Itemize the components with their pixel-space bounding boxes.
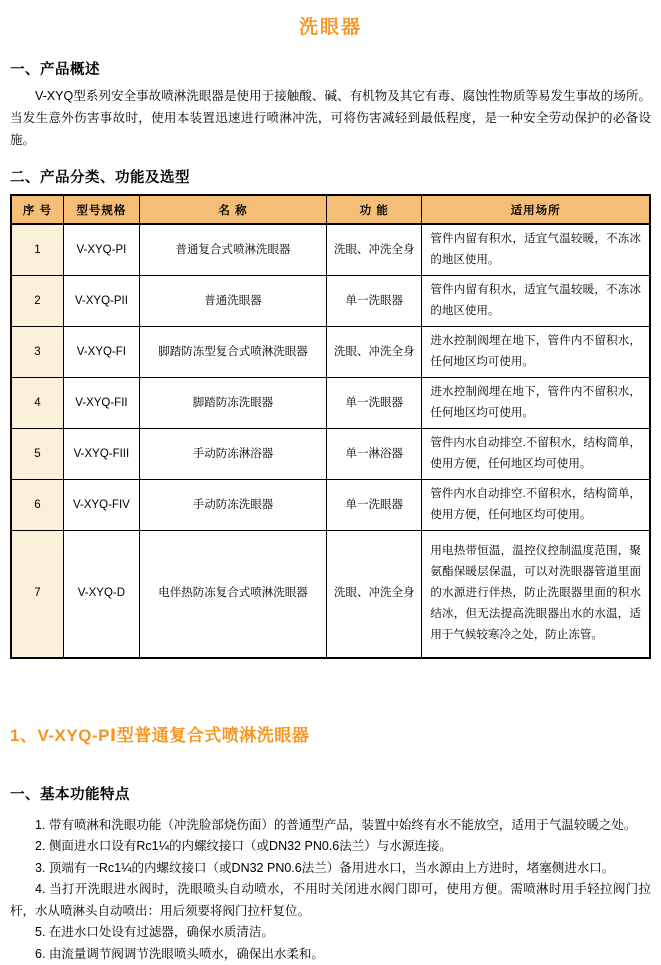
cell-function: 单一洗眼器 — [327, 480, 422, 531]
cell-name: 普通复合式喷淋洗眼器 — [139, 224, 326, 276]
cell-name: 普通洗眼器 — [139, 276, 326, 327]
column-header-no: 序 号 — [11, 195, 63, 224]
cell-place: 进水控制阀埋在地下，管件内不留积水，任何地区均可使用。 — [422, 378, 650, 429]
cell-model: V-XYQ-D — [63, 531, 139, 658]
cell-model: V-XYQ-FII — [63, 378, 139, 429]
column-header-function: 功 能 — [327, 195, 422, 224]
features-heading: 一、基本功能特点 — [10, 783, 651, 804]
cell-no: 6 — [11, 480, 63, 531]
table-header-row — [11, 195, 650, 224]
table-row — [11, 378, 650, 429]
table-row — [11, 224, 650, 276]
page-title: 洗眼器 — [10, 0, 651, 39]
feature-item: 2. 侧面进水口设有Rc1¼的内螺纹接口（或DN32 PN0.6法兰）与水源连接。 — [10, 836, 651, 858]
cell-model: V-XYQ-FIV — [63, 480, 139, 531]
cell-no: 1 — [11, 224, 63, 276]
cell-function: 单一洗眼器 — [327, 276, 422, 327]
classification-heading: 二、产品分类、功能及选型 — [10, 166, 651, 187]
feature-item: 6. 由流量调节阀调节洗眼喷头喷水，确保出水柔和。 — [10, 944, 651, 965]
overview-heading: 一、产品概述 — [10, 58, 651, 79]
cell-function: 单一洗眼器 — [327, 378, 422, 429]
cell-no: 7 — [11, 531, 63, 658]
cell-model: V-XYQ-FI — [63, 327, 139, 378]
table-row — [11, 480, 650, 531]
table-row — [11, 531, 650, 658]
cell-model: V-XYQ-PII — [63, 276, 139, 327]
feature-item: 5. 在进水口处设有过滤器，确保水质清洁。 — [10, 922, 651, 944]
cell-no: 3 — [11, 327, 63, 378]
cell-function: 洗眼、冲洗全身 — [327, 531, 422, 658]
cell-place: 管件内水自动排空.不留积水，结构简单，使用方便，任何地区均可使用。 — [422, 480, 650, 531]
feature-item: 4. 当打开洗眼进水阀时，洗眼喷头自动喷水，不用时关闭进水阀门即可，使用方便。需喷淋时用手轻拉阀门拉杆，水从喷淋头自动喷出：用后须要将阀门拉杆复位。 — [10, 879, 651, 922]
cell-place: 管件内水自动排空.不留积水，结构简单，使用方便，任何地区均可使用。 — [422, 429, 650, 480]
overview-paragraph: V-XYQ型系列安全事故喷淋洗眼器是使用于接触酸、碱、有机物及其它有毒、腐蚀性物质等易发生事故的场所。当发生意外伤害事故时，使用本装置迅速进行喷淋冲洗，可将伤害减轻到最低程度，是一种安全劳动保护的必备设施。 — [10, 85, 651, 151]
cell-place: 进水控制阀埋在地下，管件内不留积水，任何地区均可使用。 — [422, 327, 650, 378]
cell-name: 脚踏防冻型复合式喷淋洗眼器 — [139, 327, 326, 378]
cell-place: 用电热带恒温，温控仪控制温度范围，聚氨酯保暖层保温，可以对洗眼器管道里面的水源进行伴热，防止洗眼器里面的积水结冰，但无法提高洗眼器出水的水温，适用于气候较寒冷之处，防止冻管。 — [422, 531, 650, 658]
product-section-heading: 1、V-XYQ-PⅠ型普通复合式喷淋洗眼器 — [10, 721, 651, 746]
cell-function: 单一淋浴器 — [327, 429, 422, 480]
cell-function: 洗眼、冲洗全身 — [327, 224, 422, 276]
cell-function: 洗眼、冲洗全身 — [327, 327, 422, 378]
cell-name: 手动防冻洗眼器 — [139, 480, 326, 531]
cell-no: 2 — [11, 276, 63, 327]
cell-place: 管件内留有积水，适宜气温较暖，不冻冰的地区使用。 — [422, 224, 650, 276]
table-row — [11, 327, 650, 378]
cell-name: 脚踏防冻洗眼器 — [139, 378, 326, 429]
column-header-model: 型号规格 — [63, 195, 139, 224]
cell-no: 4 — [11, 378, 63, 429]
cell-name: 手动防冻淋浴器 — [139, 429, 326, 480]
cell-no: 5 — [11, 429, 63, 480]
feature-item: 3. 顶端有一Rc1¼的内螺纹接口（或DN32 PN0.6法兰）备用进水口，当水源由上方进时，堵塞侧进水口。 — [10, 858, 651, 880]
cell-model: V-XYQ-FIII — [63, 429, 139, 480]
column-header-place: 适用场所 — [422, 195, 650, 224]
features-list — [10, 815, 651, 965]
table-row — [11, 276, 650, 327]
cell-place: 管件内留有积水，适宜气温较暖，不冻冰的地区使用。 — [422, 276, 650, 327]
feature-item: 1. 带有喷淋和洗眼功能（冲洗脸部烧伤面）的普通型产品，装置中始终有水不能放空，适用于气温较暖之处。 — [10, 815, 651, 837]
cell-model: V-XYQ-PI — [63, 224, 139, 276]
table-row — [11, 429, 650, 480]
column-header-name: 名 称 — [139, 195, 326, 224]
cell-name: 电伴热防冻复合式喷淋洗眼器 — [139, 531, 326, 658]
product-table — [10, 194, 651, 659]
